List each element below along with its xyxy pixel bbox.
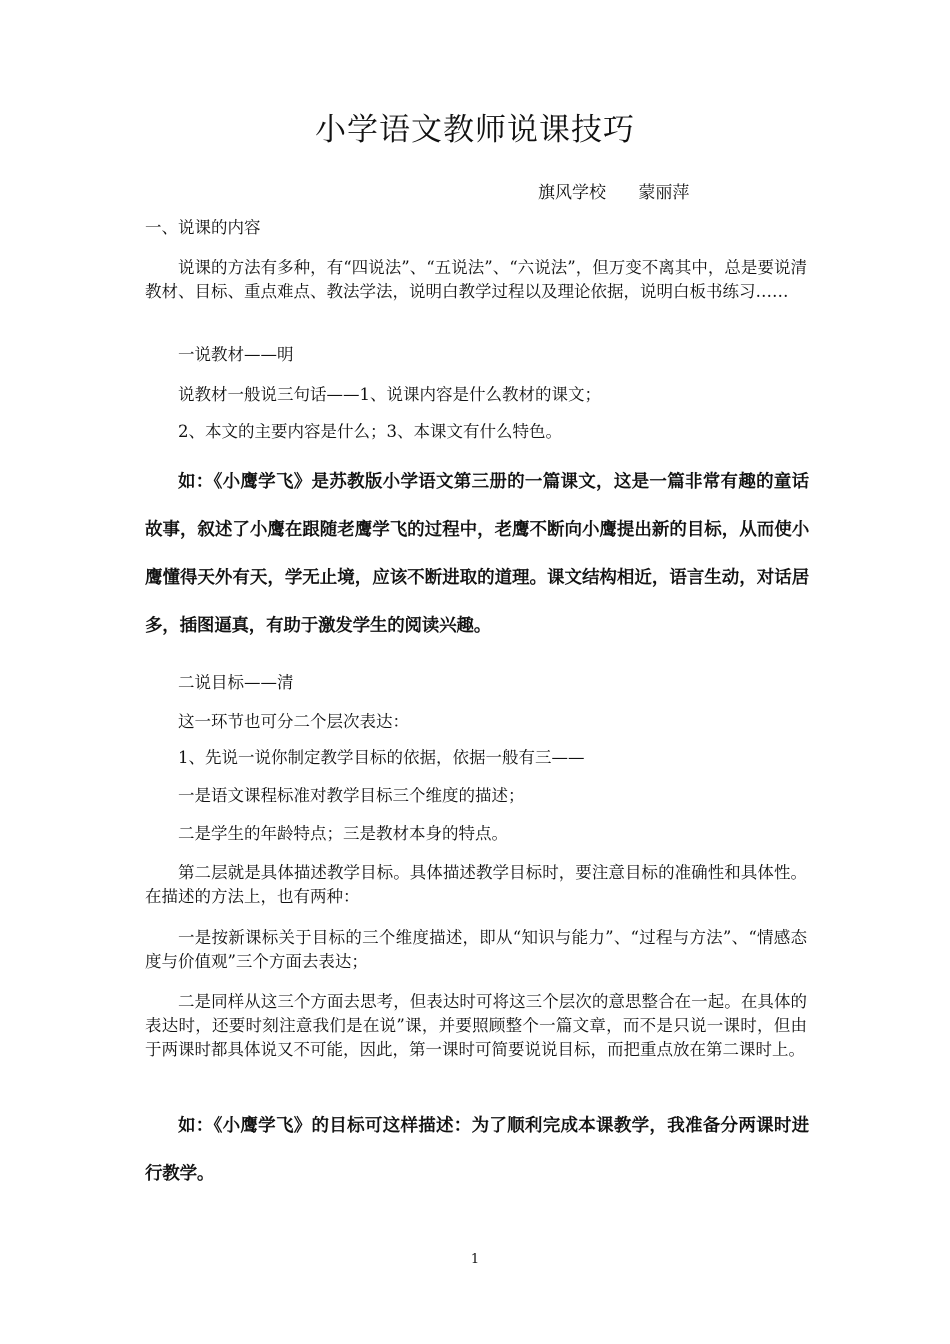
textbook-line-1: 说教材一般说三句话——1、说课内容是什么教材的课文； xyxy=(178,385,601,404)
method-one-paragraph: 一是按新课标关于目标的三个维度描述，即从“知识与能力”、“过程与方法”、“情感态度与价值观”三个方面去表达； xyxy=(145,928,807,971)
goals-line-2: 1、先说一说你制定教学目标的依据，依据一般有三—— xyxy=(178,748,585,767)
goals-line-1: 这一环节也可分二个层次表达： xyxy=(178,712,409,731)
goals-line-4: 二是学生的年龄特点；三是教材本身的特点。 xyxy=(178,824,508,843)
section-heading-content: 一、说课的内容 xyxy=(145,218,261,237)
method-two-paragraph: 二是同样从这三个方面去思考，但表达时可将这三个层次的意思整合在一起。在具体的表达时，还要时刻注意我们是在说”课，并要照顾整个一篇文章，而不是只说一课时，但由于两课时都具体说又不可能，因此，第一课时可简要说说目标，而把重点放在第二课时上。 xyxy=(145,992,807,1059)
intro-paragraph: 说课的方法有多种，有“四说法”、“五说法”、“六说法”，但万变不离其中，总是要说清教材、目标、重点难点、教法学法，说明白教学过程以及理论依据，说明白板书练习…… xyxy=(145,258,807,301)
example-textbook-paragraph: 如：《小鹰学飞》是苏教版小学语文第三册的一篇课文，这是一篇非常有趣的童话故事，叙述了小鹰在跟随老鹰学飞的过程中，老鹰不断向小鹰提出新的目标，从而使小鹰懂得天外有天，学无止境，应该不断进取的道理。课文结构相近，语言生动，对话居多，插图逼真，有助于激发学生的阅读兴趣。 xyxy=(145,472,809,636)
goals-line-3: 一是语文课程标准对教学目标三个维度的描述； xyxy=(178,786,525,805)
example-goals-paragraph: 如：《小鹰学飞》的目标可这样描述：为了顺利完成本课教学，我准备分两课时进行教学。 xyxy=(145,1116,809,1184)
textbook-line-2: 2、本文的主要内容是什么；3、本课文有什么特色。 xyxy=(178,422,562,441)
page-number: 1 xyxy=(470,1252,480,1267)
document-title: 小学语文教师说课技巧 xyxy=(315,112,635,148)
subheading-textbook: 一说教材——明 xyxy=(178,345,294,364)
level-two-paragraph: 第二层就是具体描述教学目标。具体描述教学目标时，要注意目标的准确性和具体性。在描述的方法上，也有两种： xyxy=(145,863,807,906)
author-line: 旗风学校 蒙丽萍 xyxy=(538,183,690,203)
subheading-goals: 二说目标——清 xyxy=(178,673,294,692)
